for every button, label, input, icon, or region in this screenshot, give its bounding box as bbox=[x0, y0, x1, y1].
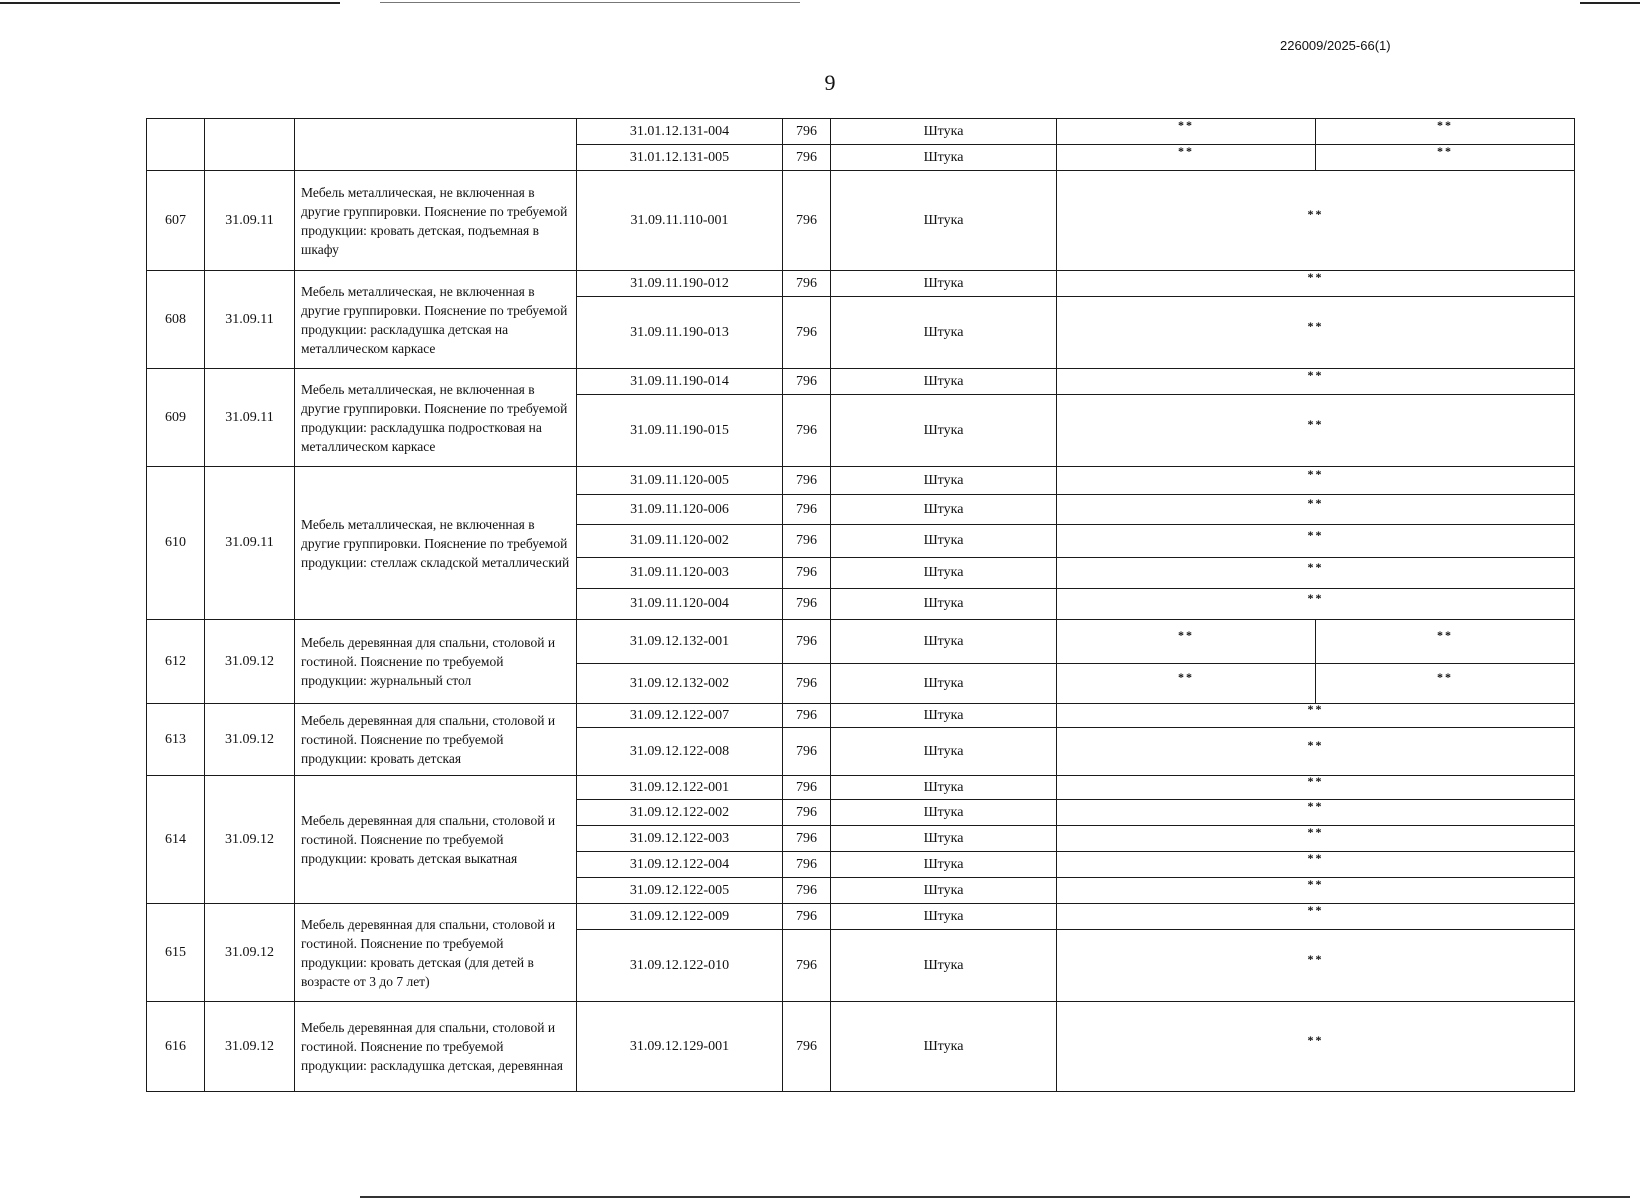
table-row bbox=[147, 171, 1575, 271]
unit-name-cell: Штука bbox=[831, 620, 1057, 664]
value-cell bbox=[1316, 145, 1575, 171]
position-number-cell: 607 bbox=[147, 171, 205, 271]
product-description-cell: Мебель металлическая, не включенная в другие группировки. Пояснение по требуемой продукции: кровать детская, подъемная в шкафу bbox=[295, 171, 577, 271]
ktru-code-cell: 31.09.11.120-006 bbox=[577, 495, 783, 525]
okei-code-cell: 796 bbox=[783, 826, 831, 852]
value-cell bbox=[1316, 664, 1575, 704]
position-number-cell: 610 bbox=[147, 467, 205, 620]
scan-top-edge-line bbox=[380, 2, 800, 3]
value-mark: ** bbox=[1437, 670, 1453, 684]
value-cell bbox=[1057, 664, 1316, 704]
value-mark: ** bbox=[1307, 952, 1324, 966]
okei-code-cell: 796 bbox=[783, 776, 831, 800]
value-mark: ** bbox=[1307, 207, 1324, 221]
position-number-cell: 613 bbox=[147, 704, 205, 776]
value-cell bbox=[1057, 467, 1575, 495]
value-mark: ** bbox=[1307, 775, 1324, 788]
unit-name-cell: Штука bbox=[831, 558, 1057, 589]
okei-code-cell: 796 bbox=[783, 525, 831, 558]
okpd-code-cell: 31.09.12 bbox=[205, 904, 295, 1002]
value-mark: ** bbox=[1307, 903, 1324, 917]
okei-code-cell: 796 bbox=[783, 495, 831, 525]
value-cell bbox=[1057, 297, 1575, 369]
ktru-code-cell: 31.09.12.122-002 bbox=[577, 800, 783, 826]
unit-name-cell: Штука bbox=[831, 369, 1057, 395]
value-mark: ** bbox=[1307, 559, 1324, 574]
scan-top-edge-line bbox=[0, 2, 340, 4]
okei-code-cell: 796 bbox=[783, 664, 831, 704]
ktru-code-cell: 31.09.12.132-001 bbox=[577, 620, 783, 664]
registry-table bbox=[146, 118, 1575, 1092]
ktru-code-cell: 31.09.12.122-004 bbox=[577, 852, 783, 878]
product-description-cell: Мебель металлическая, не включенная в другие группировки. Пояснение по требуемой продукции: раскладушка детская на металлическом каркасе bbox=[295, 271, 577, 369]
ktru-code-cell: 31.09.12.122-005 bbox=[577, 878, 783, 904]
value-cell bbox=[1057, 395, 1575, 467]
product-description-cell: Мебель металлическая, не включенная в другие группировки. Пояснение по требуемой продукции: раскладушка подростковая на металлическом каркасе bbox=[295, 369, 577, 467]
ktru-code-cell: 31.09.11.120-002 bbox=[577, 525, 783, 558]
value-mark: ** bbox=[1307, 825, 1324, 839]
unit-name-cell: Штука bbox=[831, 704, 1057, 728]
value-mark: ** bbox=[1307, 467, 1324, 481]
okei-code-cell: 796 bbox=[783, 620, 831, 664]
table-row bbox=[147, 1002, 1575, 1092]
unit-name-cell: Штука bbox=[831, 776, 1057, 800]
value-cell bbox=[1057, 495, 1575, 525]
okpd-code-cell: 31.09.12 bbox=[205, 1002, 295, 1092]
okei-code-cell: 796 bbox=[783, 728, 831, 776]
okei-code-cell: 796 bbox=[783, 1002, 831, 1092]
registry-table-body bbox=[147, 119, 1575, 1092]
value-mark: ** bbox=[1437, 118, 1453, 132]
ktru-code-cell: 31.01.12.131-004 bbox=[577, 119, 783, 145]
value-cell bbox=[1316, 620, 1575, 664]
unit-name-cell: Штука bbox=[831, 930, 1057, 1002]
value-cell bbox=[1057, 1002, 1575, 1092]
value-cell bbox=[1057, 852, 1575, 878]
okpd-code-cell: 31.09.11 bbox=[205, 369, 295, 467]
ktru-code-cell: 31.09.11.190-014 bbox=[577, 369, 783, 395]
position-number-cell: 608 bbox=[147, 271, 205, 369]
unit-name-cell: Штука bbox=[831, 395, 1057, 467]
okei-code-cell: 796 bbox=[783, 271, 831, 297]
table-row bbox=[147, 704, 1575, 728]
ktru-code-cell: 31.09.12.122-010 bbox=[577, 930, 783, 1002]
okpd-code-cell: 31.09.12 bbox=[205, 620, 295, 704]
value-mark: ** bbox=[1178, 118, 1194, 132]
unit-name-cell: Штука bbox=[831, 589, 1057, 620]
value-mark: ** bbox=[1307, 319, 1324, 333]
value-cell bbox=[1057, 171, 1575, 271]
ktru-code-cell: 31.09.12.122-007 bbox=[577, 704, 783, 728]
value-cell bbox=[1057, 589, 1575, 620]
unit-name-cell: Штука bbox=[831, 800, 1057, 826]
okpd-code-cell: 31.09.12 bbox=[205, 776, 295, 904]
okei-code-cell: 796 bbox=[783, 800, 831, 826]
unit-name-cell: Штука bbox=[831, 171, 1057, 271]
value-mark: ** bbox=[1178, 628, 1194, 642]
value-mark: ** bbox=[1307, 703, 1324, 716]
value-mark: ** bbox=[1307, 877, 1324, 891]
okpd-code-cell: 31.09.12 bbox=[205, 704, 295, 776]
unit-name-cell: Штука bbox=[831, 467, 1057, 495]
value-mark: ** bbox=[1307, 417, 1324, 431]
value-cell bbox=[1057, 826, 1575, 852]
product-description-cell: Мебель деревянная для спальни, столовой и гостиной. Пояснение по требуемой продукции: журнальный стол bbox=[295, 620, 577, 704]
value-mark: ** bbox=[1307, 527, 1324, 542]
value-mark: ** bbox=[1307, 1033, 1324, 1047]
value-mark: ** bbox=[1178, 670, 1194, 684]
ktru-code-cell: 31.09.12.132-002 bbox=[577, 664, 783, 704]
okpd-code-cell: 31.09.11 bbox=[205, 467, 295, 620]
unit-name-cell: Штука bbox=[831, 1002, 1057, 1092]
unit-name-cell: Штука bbox=[831, 878, 1057, 904]
value-mark: ** bbox=[1307, 590, 1324, 605]
ktru-code-cell: 31.09.12.122-001 bbox=[577, 776, 783, 800]
value-mark: ** bbox=[1437, 144, 1453, 158]
unit-name-cell: Штука bbox=[831, 495, 1057, 525]
product-description-cell: Мебель металлическая, не включенная в другие группировки. Пояснение по требуемой продукции: стеллаж складской металлический bbox=[295, 467, 577, 620]
scan-top-edge-line bbox=[1580, 2, 1640, 4]
ktru-code-cell: 31.09.11.190-013 bbox=[577, 297, 783, 369]
table-row bbox=[147, 271, 1575, 297]
okei-code-cell: 796 bbox=[783, 145, 831, 171]
value-cell bbox=[1057, 271, 1575, 297]
unit-name-cell: Штука bbox=[831, 826, 1057, 852]
position-number-cell: 615 bbox=[147, 904, 205, 1002]
value-cell bbox=[1057, 119, 1316, 145]
table-row bbox=[147, 119, 1575, 145]
ktru-code-cell: 31.09.12.129-001 bbox=[577, 1002, 783, 1092]
unit-name-cell: Штука bbox=[831, 664, 1057, 704]
position-number-cell bbox=[147, 119, 205, 171]
ktru-code-cell: 31.09.11.110-001 bbox=[577, 171, 783, 271]
scan-bottom-edge-line bbox=[360, 1196, 1630, 1198]
value-cell bbox=[1057, 704, 1575, 728]
ktru-code-cell: 31.09.11.120-005 bbox=[577, 467, 783, 495]
unit-name-cell: Штука bbox=[831, 119, 1057, 145]
okei-code-cell: 796 bbox=[783, 589, 831, 620]
registry-table-container bbox=[146, 118, 1574, 1092]
value-cell bbox=[1057, 930, 1575, 1002]
ktru-code-cell: 31.09.11.190-012 bbox=[577, 271, 783, 297]
okei-code-cell: 796 bbox=[783, 171, 831, 271]
okei-code-cell: 796 bbox=[783, 395, 831, 467]
okei-code-cell: 796 bbox=[783, 369, 831, 395]
table-row bbox=[147, 620, 1575, 664]
okei-code-cell: 796 bbox=[783, 704, 831, 728]
ktru-code-cell: 31.09.12.122-008 bbox=[577, 728, 783, 776]
value-mark: ** bbox=[1178, 144, 1194, 158]
unit-name-cell: Штука bbox=[831, 271, 1057, 297]
value-cell bbox=[1057, 558, 1575, 589]
okpd-code-cell: 31.09.11 bbox=[205, 171, 295, 271]
table-row bbox=[147, 467, 1575, 495]
okei-code-cell: 796 bbox=[783, 467, 831, 495]
value-mark: ** bbox=[1307, 799, 1324, 813]
unit-name-cell: Штука bbox=[831, 904, 1057, 930]
value-cell bbox=[1316, 119, 1575, 145]
table-row bbox=[147, 904, 1575, 930]
value-mark: ** bbox=[1307, 270, 1324, 284]
ktru-code-cell: 31.01.12.131-005 bbox=[577, 145, 783, 171]
value-cell bbox=[1057, 776, 1575, 800]
value-mark: ** bbox=[1307, 738, 1324, 752]
value-mark: ** bbox=[1307, 368, 1324, 382]
value-cell bbox=[1057, 878, 1575, 904]
unit-name-cell: Штука bbox=[831, 852, 1057, 878]
position-number-cell: 614 bbox=[147, 776, 205, 904]
okei-code-cell: 796 bbox=[783, 878, 831, 904]
page-number: 9 bbox=[824, 70, 836, 95]
ktru-code-cell: 31.09.12.122-009 bbox=[577, 904, 783, 930]
product-description-cell: Мебель деревянная для спальни, столовой и гостиной. Пояснение по требуемой продукции: раскладушка детская, деревянная bbox=[295, 1002, 577, 1092]
ktru-code-cell: 31.09.11.120-004 bbox=[577, 589, 783, 620]
okpd-code-cell bbox=[205, 119, 295, 171]
value-cell bbox=[1057, 800, 1575, 826]
ktru-code-cell: 31.09.11.190-015 bbox=[577, 395, 783, 467]
ktru-code-cell: 31.09.11.120-003 bbox=[577, 558, 783, 589]
position-number-cell: 612 bbox=[147, 620, 205, 704]
unit-name-cell: Штука bbox=[831, 525, 1057, 558]
value-cell bbox=[1057, 728, 1575, 776]
okei-code-cell: 796 bbox=[783, 930, 831, 1002]
document-number: 226009/2025-66(1) bbox=[1280, 38, 1391, 53]
unit-name-cell: Штука bbox=[831, 145, 1057, 171]
ktru-code-cell: 31.09.12.122-003 bbox=[577, 826, 783, 852]
value-cell bbox=[1057, 525, 1575, 558]
product-description-cell: Мебель деревянная для спальни, столовой и гостиной. Пояснение по требуемой продукции: кровать детская (для детей в возрасте от 3 до 7 лет) bbox=[295, 904, 577, 1002]
table-row bbox=[147, 776, 1575, 800]
position-number-cell: 616 bbox=[147, 1002, 205, 1092]
okei-code-cell: 796 bbox=[783, 852, 831, 878]
value-mark: ** bbox=[1307, 496, 1324, 510]
okei-code-cell: 796 bbox=[783, 119, 831, 145]
value-mark: ** bbox=[1437, 628, 1453, 642]
value-cell bbox=[1057, 904, 1575, 930]
value-cell bbox=[1057, 369, 1575, 395]
table-row bbox=[147, 369, 1575, 395]
value-cell bbox=[1057, 145, 1316, 171]
unit-name-cell: Штука bbox=[831, 728, 1057, 776]
okei-code-cell: 796 bbox=[783, 297, 831, 369]
unit-name-cell: Штука bbox=[831, 297, 1057, 369]
product-description-cell: Мебель деревянная для спальни, столовой и гостиной. Пояснение по требуемой продукции: кровать детская bbox=[295, 704, 577, 776]
product-description-cell: Мебель деревянная для спальни, столовой и гостиной. Пояснение по требуемой продукции: кровать детская выкатная bbox=[295, 776, 577, 904]
okpd-code-cell: 31.09.11 bbox=[205, 271, 295, 369]
value-cell bbox=[1057, 620, 1316, 664]
okei-code-cell: 796 bbox=[783, 558, 831, 589]
value-mark: ** bbox=[1307, 851, 1324, 865]
position-number-cell: 609 bbox=[147, 369, 205, 467]
okei-code-cell: 796 bbox=[783, 904, 831, 930]
product-description-cell bbox=[295, 119, 577, 171]
